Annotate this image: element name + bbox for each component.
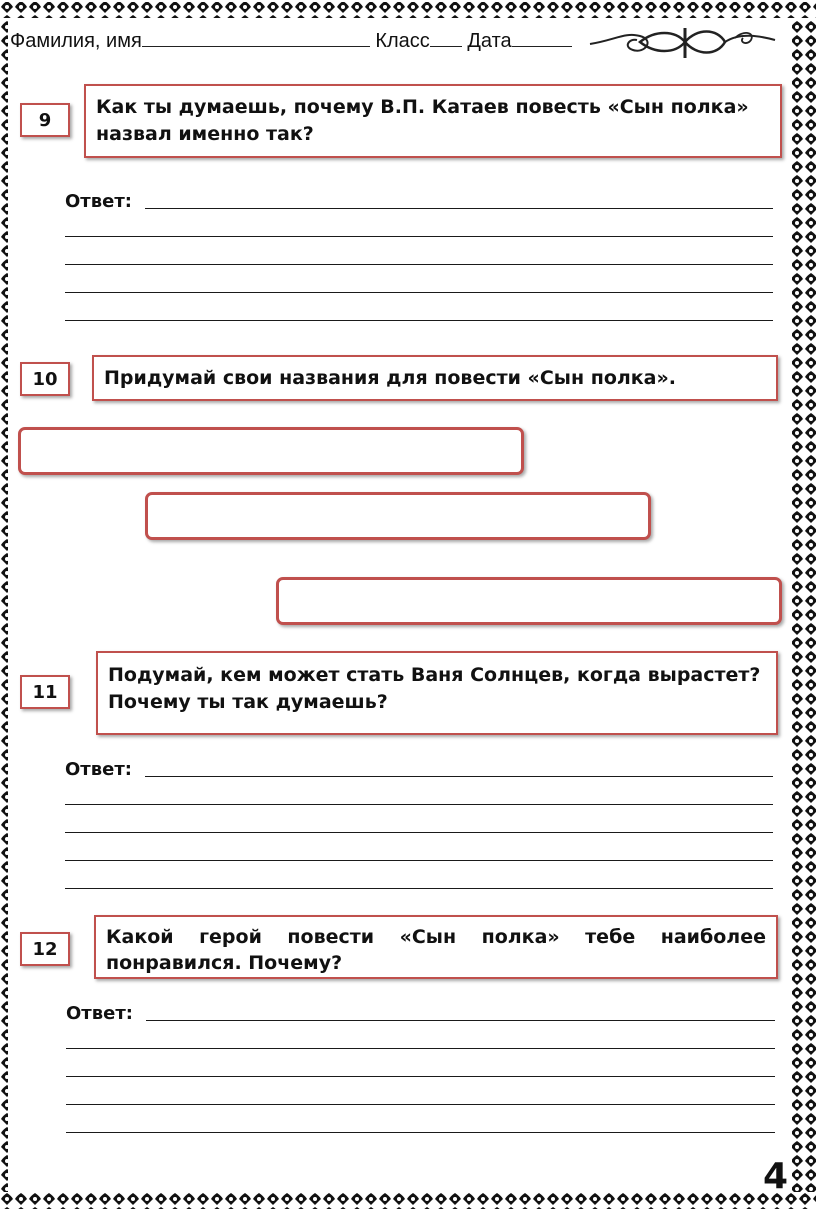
answer-label-9: Ответ: (65, 191, 132, 212)
answer-line[interactable] (65, 292, 773, 293)
answer-line[interactable] (65, 860, 773, 861)
flourish-ornament-icon (585, 22, 785, 62)
answer-line[interactable] (65, 888, 773, 889)
answer-line[interactable] (146, 1020, 775, 1021)
decorative-border-right (790, 20, 816, 1192)
question-12-text: Какой герой повести «Сын полка» тебе наиболее понравился. Почему? (94, 915, 778, 979)
date-field[interactable] (512, 28, 572, 47)
answer-label-12: Ответ: (66, 1003, 133, 1024)
answer-line[interactable] (145, 776, 773, 777)
answer-line[interactable] (65, 832, 773, 833)
date-label: Дата (467, 30, 512, 52)
decorative-border-bottom (0, 1192, 816, 1210)
answer-line[interactable] (145, 208, 773, 209)
answer-line[interactable] (66, 1132, 775, 1133)
question-10-text: Придумай свои названия для повести «Сын полка». (92, 355, 778, 401)
class-label: Класс (375, 30, 430, 52)
title-answer-box-3[interactable] (276, 577, 782, 625)
page-number: 4 (763, 1156, 789, 1197)
title-answer-box-2[interactable] (145, 492, 651, 540)
question-number-12: 12 (20, 932, 70, 966)
answer-line[interactable] (66, 1076, 775, 1077)
student-info-header (10, 28, 590, 58)
question-number-10: 10 (20, 362, 70, 396)
answer-line[interactable] (65, 236, 773, 237)
title-answer-box-1[interactable] (18, 427, 524, 475)
surname-label: Фамилия, имя (10, 30, 142, 52)
surname-field[interactable] (142, 28, 370, 47)
question-11-text: Подумай, кем может стать Ваня Солнцев, когда вырастет? Почему ты так думаешь? (96, 651, 778, 735)
answer-label-11: Ответ: (65, 759, 132, 780)
answer-line[interactable] (65, 320, 773, 321)
decorative-border-left (0, 20, 8, 1192)
question-number-9: 9 (20, 103, 70, 137)
class-field[interactable] (430, 28, 462, 47)
answer-line[interactable] (66, 1104, 775, 1105)
answer-line[interactable] (65, 804, 773, 805)
question-number-11: 11 (20, 675, 70, 709)
answer-line[interactable] (65, 264, 773, 265)
answer-line[interactable] (66, 1048, 775, 1049)
decorative-border-top (0, 0, 816, 20)
question-9-text: Как ты думаешь, почему В.П. Катаев повесть «Сын полка» назвал именно так? (84, 84, 782, 158)
